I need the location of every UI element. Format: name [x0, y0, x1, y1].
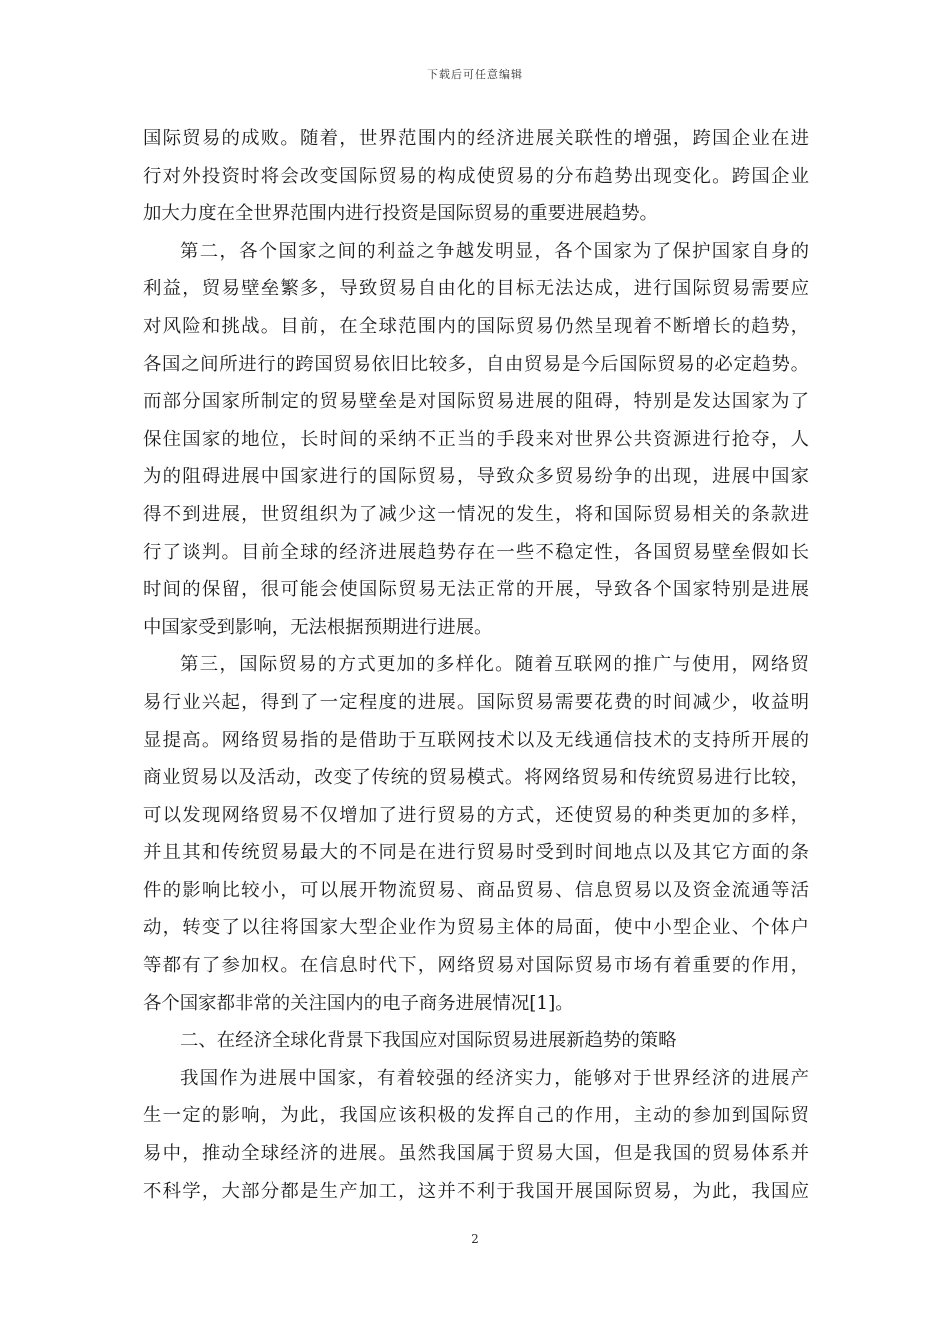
page-header: 下载后可任意编辑	[427, 68, 523, 81]
text-line: 等都有了参加权。在信息时代下，网络贸易对国际贸易市场有着重要的作用，	[143, 955, 809, 977]
text-line: 国际贸易的成败。随着，世界范围内的经济进展关联性的增强，跨国企业在进	[143, 128, 809, 149]
text-line: 加大力度在全世界范围内进行投资是国际贸易的重要进展趋势。	[143, 203, 658, 225]
text-line: 行对外投资时将会改变国际贸易的构成使贸易的分布趋势出现变化。跨国企业	[143, 165, 809, 187]
text-line: 各个国家都非常的关注国内的电子商务进展情况[1]。	[143, 992, 574, 1014]
text-line: 易行业兴起，得到了一定程度的进展。国际贸易需要花费的时间减少，收益明	[143, 691, 809, 713]
text-line: 而部分国家所制定的贸易壁垒是对国际贸易进展的阻碍，特别是发达国家为了	[143, 391, 809, 413]
text-line: 显提高。网络贸易指的是借助于互联网技术以及无线通信技术的支持所开展的	[143, 729, 809, 751]
text-line: 时间的保留，很可能会使国际贸易无法正常的开展，导致各个国家特别是进展	[143, 579, 809, 601]
text-line: 并且其和传统贸易最大的不同是在进行贸易时受到时间地点以及其它方面的条	[143, 842, 809, 864]
section-heading: 二、在经济全球化背景下我国应对国际贸易进展新趋势的策略	[180, 1030, 677, 1052]
text-line: 件的影响比较小，可以展开物流贸易、商品贸易、信息贸易以及资金流通等活	[143, 879, 809, 901]
text-line: 保住国家的地位，长时间的采纳不正当的手段来对世界公共资源进行抢夺，人	[143, 428, 809, 450]
text-line: 生一定的影响，为此，我国应该积极的发挥自己的作用，主动的参加到国际贸	[143, 1105, 809, 1127]
text-line: 可以发现网络贸易不仅增加了进行贸易的方式，还使贸易的种类更加的多样，	[143, 804, 809, 826]
text-line: 得不到进展，世贸组织为了减少这一情况的发生，将和国际贸易相关的条款进	[143, 503, 809, 525]
text-line: 易中，推动全球经济的进展。虽然我国属于贸易大国，但是我国的贸易体系并	[143, 1143, 809, 1165]
text-line: 中国家受到影响，无法根据预期进行进展。	[143, 616, 493, 638]
text-line: 利益，贸易壁垒繁多，导致贸易自由化的目标无法达成，进行国际贸易需要应	[143, 278, 809, 300]
text-line: 为的阻碍进展中国家进行的国际贸易，导致众多贸易纷争的出现，进展中国家	[143, 466, 809, 488]
text-line: 对风险和挑战。目前，在全球范围内的国际贸易仍然呈现着不断增长的趋势，	[143, 315, 809, 337]
text-line: 行了谈判。目前全球的经济进展趋势存在一些不稳定性，各国贸易壁垒假如长	[143, 541, 809, 563]
text-line: 动，转变了以往将国家大型企业作为贸易主体的局面，使中小型企业、个体户	[143, 917, 809, 939]
text-line: 不科学，大部分都是生产加工，这并不利于我国开展国际贸易，为此，我国应	[143, 1180, 809, 1202]
text-line: 各国之间所进行的跨国贸易依旧比较多，自由贸易是今后国际贸易的必定趋势。	[143, 353, 809, 375]
text-line: 我国作为进展中国家，有着较强的经济实力，能够对于世界经济的进展产	[180, 1067, 809, 1089]
document-body	[143, 120, 809, 1210]
text-line: 商业贸易以及活动，改变了传统的贸易模式。将网络贸易和传统贸易进行比较，	[143, 767, 809, 789]
text-line: 第二，各个国家之间的利益之争越发明显，各个国家为了保护国家自身的	[180, 240, 809, 262]
text-line: 第三，国际贸易的方式更加的多样化。随着互联网的推广与使用，网络贸	[180, 654, 809, 676]
page-number: 2	[471, 1232, 479, 1246]
